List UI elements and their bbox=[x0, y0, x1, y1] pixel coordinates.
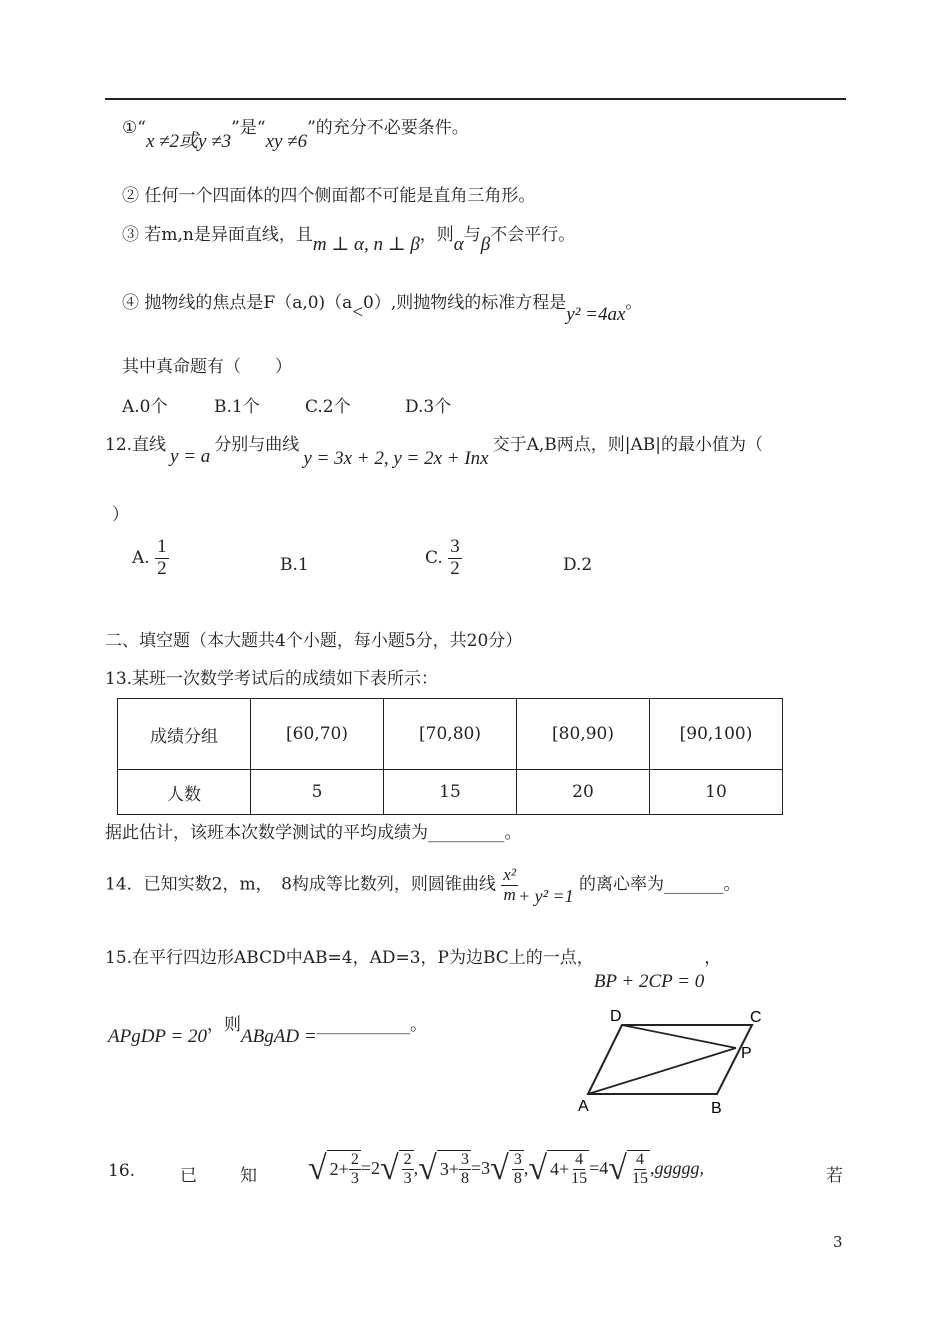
math-expr: y = a bbox=[170, 446, 211, 467]
q13-question: 据此估计，该班本次数学测试的平均成绩为_________。 bbox=[105, 823, 522, 843]
label-b: B bbox=[711, 1100, 722, 1117]
table-cell: [80,90) bbox=[517, 699, 650, 770]
statement-2: ② 任何一个四面体的四个侧面都不可能是直角三角形。 bbox=[122, 186, 536, 206]
statement-1: ①“x ≠2或y ≠3”是“xy ≠6”的充分不必要条件。 bbox=[122, 118, 469, 152]
math-expr: y² =4ax bbox=[566, 304, 626, 325]
radical: √ 4 + $\frac{4}{15}$ bbox=[528, 1149, 588, 1187]
fraction: $\frac{1}{2}$ bbox=[157, 536, 167, 579]
q12-option-a: A. $\frac{1}{2}$ bbox=[132, 536, 167, 579]
statement-3: ③ 若m,n是异面直线，且m ⊥ α, n ⊥ β，则α与β不会平行。 bbox=[122, 225, 576, 255]
q15-stem: 15.在平行四边形ABCD中AB=4，AD=3，P为边BC上的一点，BP + 2CP = 0， bbox=[105, 948, 722, 992]
q12-stem: 12.直线y = a分别与曲线y = 3x + 2, y = 2x + Inx交于A,B两点，则|AB|的最小值为（ bbox=[105, 435, 763, 469]
table-cell: [60,70) bbox=[251, 699, 384, 770]
math-expr: + y² =1 bbox=[517, 885, 574, 906]
math-expr: y = 3x + 2, y = 2x + Inx bbox=[303, 448, 489, 469]
q16-word: 若 bbox=[826, 1166, 843, 1186]
segment-dp bbox=[622, 1025, 736, 1048]
q15-condition: APgDP = 20，则ABgAD =___________。 bbox=[108, 1015, 428, 1047]
page-number: 3 bbox=[833, 1233, 843, 1251]
section-heading: 二、填空题（本大题共4个小题，每小题5分，共20分） bbox=[105, 631, 523, 651]
segment-ap bbox=[588, 1048, 736, 1094]
table-row bbox=[118, 699, 783, 770]
fraction: $\frac{\text{x²}}{m}$ bbox=[503, 865, 516, 904]
q16-word: 已 bbox=[180, 1166, 197, 1186]
q11-option-d: D.3个 bbox=[405, 397, 452, 417]
q12-option-b: B.1 bbox=[280, 555, 309, 575]
radical: √ $\frac{3}{8}$ bbox=[490, 1149, 522, 1187]
table-cell: 人数 bbox=[118, 770, 251, 815]
statement-4: ④ 抛物线的焦点是F（a,0)（a<0）,则抛物线的标准方程是y² =4ax。 bbox=[122, 293, 643, 325]
math-expr: m ⊥ α, n ⊥ β bbox=[312, 234, 420, 255]
label-a: A bbox=[578, 1098, 589, 1115]
math-expr: xy ≠6 bbox=[265, 131, 308, 152]
math-expr: x ≠2或y ≠3 bbox=[145, 131, 232, 152]
q11-option-a: A.0个 bbox=[122, 397, 168, 417]
q11-option-b: B.1个 bbox=[214, 397, 260, 417]
parallelogram-figure bbox=[570, 1000, 780, 1125]
radical: √ $\frac{2}{3}$ bbox=[379, 1149, 412, 1187]
table-cell: 15 bbox=[384, 770, 517, 815]
radical: √ 2 + $\frac{2}{3}$ bbox=[308, 1149, 359, 1187]
q16-word: 知 bbox=[240, 1166, 257, 1186]
fraction: $\frac{3}{2}$ bbox=[450, 536, 460, 579]
q16-number: 16. bbox=[108, 1161, 136, 1181]
q11-prompt: 其中真命题有（ ） bbox=[122, 357, 292, 377]
table-cell: 10 bbox=[650, 770, 783, 815]
label-p: P bbox=[741, 1045, 752, 1062]
label-d: D bbox=[610, 1008, 622, 1025]
q12-option-d: D.2 bbox=[563, 555, 593, 575]
radical: √ 3 + $\frac{3}{8}$ bbox=[418, 1149, 469, 1187]
table-cell: 20 bbox=[517, 770, 650, 815]
table-cell: [90,100) bbox=[650, 699, 783, 770]
table-cell: 成绩分组 bbox=[118, 699, 251, 770]
table-cell: [70,80) bbox=[384, 699, 517, 770]
table-row bbox=[118, 770, 783, 815]
radical: √ $\frac{4}{15}$ bbox=[608, 1149, 648, 1187]
q14-stem: 14．已知实数2，m， 8构成等比数列，则圆锥曲线 $\frac{\text{x²}}{m}$ + y² =1 的离心率为_______。 bbox=[105, 865, 741, 906]
header-rule bbox=[105, 98, 846, 100]
q12-option-c: C. $\frac{3}{2}$ bbox=[425, 536, 460, 579]
table-cell: 5 bbox=[251, 770, 384, 815]
math-expr: BP + 2CP = 0 bbox=[593, 971, 705, 992]
math-expr: APgDP = 20 bbox=[108, 1026, 208, 1047]
q12-close-paren: ） bbox=[112, 505, 129, 525]
q16-sequence: √ 2 + $\frac{2}{3}$ = 2 √ $\frac{2}{3}$ , √ 3 + $\frac{3}{8}$ = 3 √ $\frac{3}{8}$ , √ 4 + $\frac{4}{15}$ = 4 √ $\frac{4}{15}$ , ggggg, bbox=[308, 1149, 704, 1187]
label-c: C bbox=[750, 1009, 762, 1026]
q13-stem: 13.某班一次数学考试后的成绩如下表所示： bbox=[105, 669, 439, 689]
score-table bbox=[117, 698, 783, 815]
math-expr: ABgAD = bbox=[241, 1026, 317, 1047]
q11-option-c: C.2个 bbox=[305, 397, 351, 417]
